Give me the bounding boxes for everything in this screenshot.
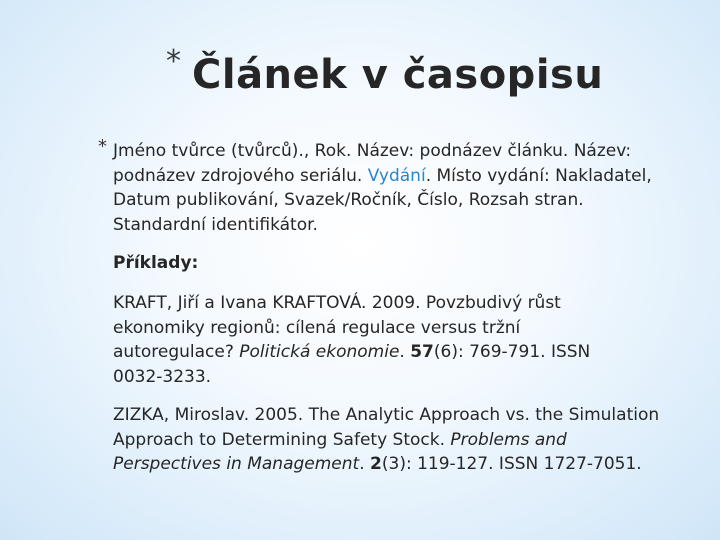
reference-details: (6): 769-791. ISSN 0032-3233.: [113, 342, 591, 387]
format-text-part1: Jméno tvůrce (tvůrců)., Rok. Název: podnázev článku. Název: podnázev zdrojového seriálu.: [113, 141, 632, 186]
reference-text: KRAFT, Jiří a Ivana KRAFTOVÁ. 2009. Povzbudivý růst ekonomiky regionů: cílená regulace versus tržní autoregulace?: [113, 293, 561, 362]
reference-journal: Politická ekonomie: [239, 342, 400, 362]
reference-separator: .: [359, 454, 371, 474]
reference-volume: 2: [370, 454, 382, 474]
format-text-part2: . Místo vydání: Nakladatel, Datum publikování, Svazek/Ročník, Číslo, Rozsah stran. Standardní identifikátor.: [113, 165, 652, 235]
reference-details: (3): 119-127. ISSN 1727-7051.: [381, 454, 642, 474]
format-highlight-vydani: Vydání: [367, 165, 426, 186]
slide-title: Článek v časopisu: [192, 52, 604, 98]
reference-volume: 57: [410, 342, 434, 362]
citation-format-paragraph: [113, 139, 653, 237]
reference-item-kraft: [113, 291, 643, 389]
bullet-star-icon: *: [98, 136, 107, 157]
examples-label: Příklady:: [113, 253, 199, 273]
reference-item-zizka: [113, 403, 673, 477]
reference-journal: Problems and Perspectives in Management: [113, 429, 567, 474]
reference-text: ZIZKA, Miroslav. 2005. The Analytic Approach vs. the Simulation Approach to Determining Safety Stock.: [113, 405, 660, 450]
title-star-icon: *: [166, 44, 181, 79]
reference-separator: .: [399, 342, 411, 362]
